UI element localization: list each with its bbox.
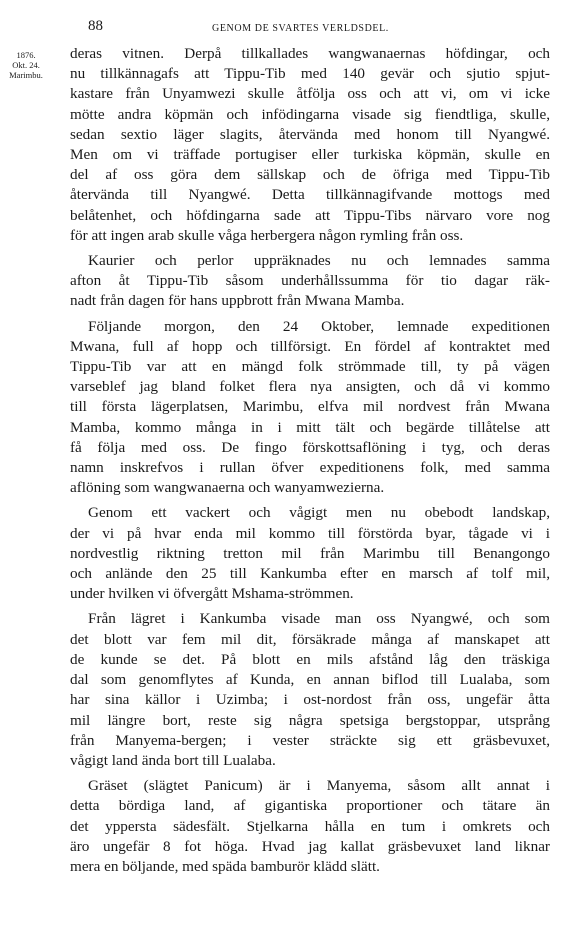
margin-year: 1876. <box>16 50 36 60</box>
text-line: nadt från dagen för hans uppbrott från Mwana Mamba. <box>70 292 405 310</box>
paragraph <box>70 609 550 771</box>
text-line: under hvilken vi öfvergått Mshama-strömmen. <box>70 585 354 603</box>
text-line: Gräset (slägtet Panicum) är i Manyema, såsom allt annat i <box>88 777 550 795</box>
text-line: der vi på hvar enda mil kommo till förstörda byar, tågade vi i <box>70 524 550 542</box>
text-line: aflöning som wangwanaerna och wanyamwezierna. <box>70 479 385 497</box>
paragraph <box>70 503 550 604</box>
paragraph <box>70 776 550 877</box>
text-line: äro ungefär 8 fot höga. Hvad jag kallat gräsbevuxet land liknar <box>70 837 550 855</box>
text-line: mil längre bort, reste sig några spetsiga bergstoppar, utsprång <box>70 711 550 729</box>
text-line: deras vitnen. Derpå tillkallades wangwanaernas höfdingar, och <box>70 45 550 62</box>
text-line: belåtenhet, och höfdingarna sade att Tippu-Tibs närvaro vore nog <box>70 206 550 224</box>
text-line: afton åt Tippu-Tib såsom underhållssumma för tio dagar räk- <box>70 272 550 290</box>
text-line: återvända till Nyangwé. Detta tillkännagifvande mottogs med <box>70 186 550 204</box>
margin-note <box>4 50 48 80</box>
margin-place: Marimbu. <box>9 70 43 80</box>
text-line: sedan sextio läger slagits, återvända med honom till Nyangwé. <box>70 125 550 143</box>
text-line: nordvestlig riktning tretton mil från Marimbu till Benangongo <box>70 544 550 562</box>
text-line: mera en böljande, med späda bamburör klädd slätt. <box>70 857 380 875</box>
paragraph <box>70 317 550 499</box>
text-line: Följande morgon, den 24 Oktober, lemnade expeditionen <box>88 317 550 335</box>
text-line: varseblef jag bland folket flera nya ansigten, och då vi kommo <box>70 378 550 396</box>
running-title: GENOM DE SVARTES VERLDSDEL. <box>212 23 389 34</box>
paragraph <box>70 251 550 312</box>
text-line: dal som genomflytes af Kunda, en annan biflod till Lualaba, som <box>70 671 550 689</box>
text-line: del af oss göra dem sällskap och de öfriga med Tippu-Tib <box>70 166 550 184</box>
text-line: Kaurier och perlor uppräknades nu och lemnades samma <box>88 252 550 270</box>
text-line: från Manyema-bergen; i vester sträckte sig ett gräsbevuxet, <box>70 731 550 749</box>
text-line: det yppersta sädesfält. Stjelkarna hålla en tum i omkrets och <box>70 817 550 835</box>
text-line: för att ingen arab skulle våga herbergera någon rymling från oss. <box>70 226 464 244</box>
text-line: detta bördiga land, af gigantiska proportioner och tätare än <box>70 797 550 815</box>
margin-date: Okt. 24. <box>12 60 40 70</box>
paragraph <box>70 44 550 246</box>
text-line: Mwana, full af hopp och tillförsigt. En fördel af kontraktet med <box>70 337 550 355</box>
text-line: de kunde se det. På blott en mils afstånd låg den träskiga <box>70 650 550 668</box>
text-line: mötte andra köpmän och infödingarna visade sig fiendtliga, skulle, <box>70 105 550 123</box>
text-line: namn inskrefvos i rullan öfver expeditionens folk, med samma <box>70 459 550 477</box>
text-line: få följa med oss. De fingo förskottsaflöning i tyg, och deras <box>70 438 550 456</box>
text-line: nu tillkännagafs att Tippu-Tib med 140 gevär och sjutio spjut- <box>70 65 550 83</box>
text-line: vågigt land ända bort till Lualaba. <box>70 751 276 769</box>
text-line: har sina källor i Uzimba; i ost-nordost från oss, ungefär åtta <box>70 691 550 709</box>
text-line: Från lägret i Kankumba visade man oss Nyangwé, och som <box>88 610 550 628</box>
text-line: till första lägerplatsen, Marimbu, elfva mil nordvest från Mwana <box>70 398 550 416</box>
page-number: 88 <box>88 18 103 34</box>
text-line: och anlände den 25 till Kankumba efter en marsch af tolf mil, <box>70 565 550 583</box>
text-line: Men om vi träffade portugiser eller turkiska köpmän, skulle en <box>70 146 550 164</box>
text-line: kastare från Unyamwezi skulle åtfölja oss och att vi, om vi icke <box>70 85 550 103</box>
text-line: Mamba, kommo många in i mitt tält och begärde tillåtelse att <box>70 418 550 436</box>
text-line: Tippu-Tib var att en mängd folk strömmade till, ty på vägen <box>70 358 550 376</box>
text-line: det blott var fem mil dit, försäkrade många af manskapet att <box>70 630 550 648</box>
body-text <box>70 44 550 882</box>
text-line: Genom ett vackert och vågigt men nu obebodt landskap, <box>88 504 550 522</box>
